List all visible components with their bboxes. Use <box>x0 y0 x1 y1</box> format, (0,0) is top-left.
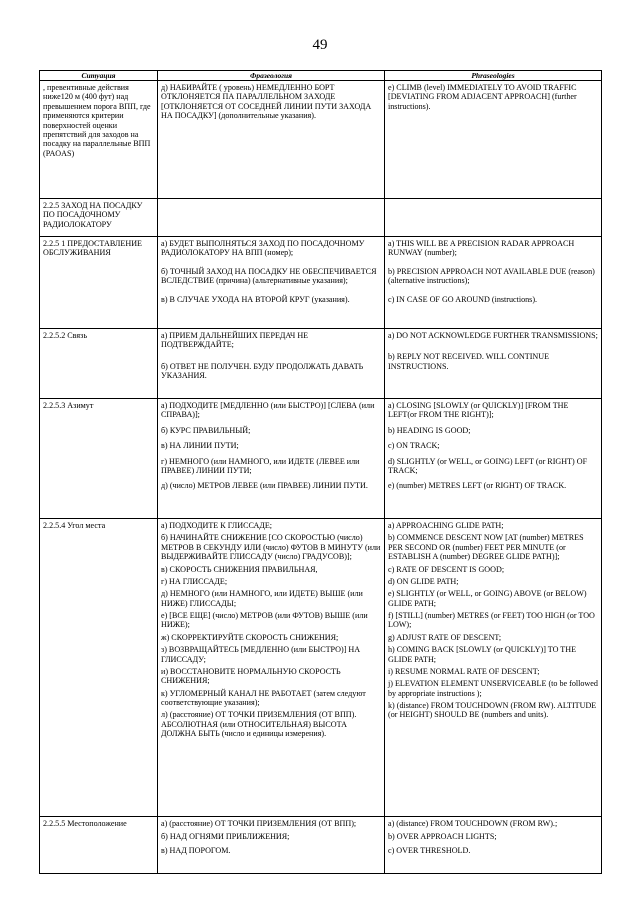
phrase-item: h) COMING BACK [SLOWLY (or QUICKLY)] TO THE GLIDE PATH; <box>388 645 577 664</box>
phrase-item: б) НАЧИНАЙТЕ СНИЖЕНИЕ [СО СКОРОСТЬЮ (число) МЕТРОВ В СЕКУНДУ ИЛИ (число) ФУТОВ В МИНУТУ (или ВЫДЕРЖИВАЙТЕ ГЛИССАДУ (число) ГРАДУСОВ)]; <box>161 533 381 562</box>
situation-cell: 2.2.5.3 Азимут <box>40 399 158 519</box>
phraseology-ru-cell <box>158 329 385 399</box>
phrase-item: в) НА ЛИНИИ ПУТИ; <box>161 441 239 451</box>
phraseology-ru-cell <box>158 237 385 329</box>
phrase-item: f) [STILL] (number) METRES (or FEET) TOO HIGH (or TOO LOW); <box>388 611 595 630</box>
phraseology-en-cell <box>385 329 602 399</box>
phraseology-en-cell <box>385 399 602 519</box>
phraseology-ru-cell <box>158 81 385 199</box>
table-row <box>40 237 602 329</box>
phrase-item: a) (distance) FROM TOUCHDOWN (FROM RW).; <box>388 819 558 828</box>
phrase-item: з) ВОЗВРАЩАЙТЕСЬ [МЕДЛЕННО (или БЫСТРО)] НА ГЛИССАДУ; <box>161 645 361 664</box>
phrase-item: д) НАБИРАЙТЕ ( уровень) НЕМЕДЛЕННО БОРТ ОТКЛОНЯЕТСЯ ПА ПАРАЛЛЕЛЬНОМ ЗАХОДЕ [ОТКЛОНЯЕТСЯ ОТ СОСЕДНЕЙ ЛИНИИ ПУТИ ЗАХОДА НА ПОСАДКУ] (дополнительные указания). <box>161 83 372 121</box>
header-phraseology-ru: Фразеология <box>158 71 385 81</box>
phrase-item: г) НЕМНОГО (или НАМНОГО, или ИДЕТЕ (ЛЕВЕЕ или ПРАВЕЕ) ЛИНИИ ПУТИ; <box>161 456 360 475</box>
situation-cell: 2.2.5.2 Связь <box>40 329 158 399</box>
phrase-item: ж) СКОРРЕКТИРУЙТЕ СКОРОСТЬ СНИЖЕНИЯ; <box>161 632 339 642</box>
phrase-item: б) ТОЧНЫЙ ЗАХОД НА ПОСАДКУ НЕ ОБЕСПЕЧИВАЕТСЯ ВСЛЕДСТВИЕ (причина) (альтернативные указания); <box>161 266 377 286</box>
phrase-item: а) ПОДХОДИТЕ [МЕДЛЕННО (или БЫСТРО)] [СЛЕВА (или СПРАВА)]; <box>161 401 375 420</box>
phrase-item: k) (distance) FROM TOUCHDOWN (FROM RW). ALTITUDE (or HEIGHT) SHOULD BE (numbers and units). <box>388 701 597 720</box>
phrase-item: б) ОТВЕТ НЕ ПОЛУЧЕН. БУДУ ПРОДОЛЖАТЬ ДАВАТЬ УКАЗАНИЯ. <box>161 361 364 381</box>
phrase-item: в) СКОРОСТЬ СНИЖЕНИЯ ПРАВИЛЬНАЯ, <box>161 564 318 574</box>
phrase-item: а) (расстояние) ОТ ТОЧКИ ПРИЗЕМЛЕНИЯ (ОТ ВПП); <box>161 819 357 828</box>
phrase-item: j) ELEVATION ELEMENT UNSERVICEABLE (to be followed by appropriate instructions ); <box>388 679 598 698</box>
phrase-item: а) ПОДХОДИТЕ К ГЛИССАДЕ; <box>161 521 273 530</box>
phrase-item: a) DO NOT ACKNOWLEDGE FURTHER TRANSMISSIONS; <box>388 331 598 340</box>
page-number: 49 <box>312 37 328 53</box>
phrase-item: б) НАД ОГНЯМИ ПРИБЛИЖЕНИЯ; <box>161 832 290 842</box>
phrase-item: c) OVER THRESHOLD. <box>388 845 471 855</box>
phrase-item: л) (расстояние) ОТ ТОЧКИ ПРИЗЕМЛЕНИЯ (ОТ ВПП). АБСОЛЮТНАЯ (или ОТНОСИТЕЛЬНАЯ) ВЫСОТА ДОЛЖНА БЫТЬ (число и единицы измерения). <box>161 710 357 739</box>
phrase-item: c) IN CASE OF GO AROUND (instructions). <box>388 294 538 304</box>
situation-cell: 2.2.5 ЗАХОД НА ПОСАДКУ ПО ПОСАДОЧНОМУ РАДИОЛОКАТОРУ <box>40 199 158 237</box>
phrase-item: d) SLIGHTLY (or WELL, or GOING) LEFT (or RIGHT) OF TRACK; <box>388 456 588 475</box>
phrase-item: b) REPLY NOT RECEIVED. WILL CONTINUE INSTRUCTIONS. <box>388 352 550 371</box>
phrase-item: е) [ВСЕ ЕЩЕ] (число) МЕТРОВ (или ФУТОВ) ВЫШЕ (или НИЖЕ); <box>161 611 368 630</box>
phrase-item: b) HEADING IS GOOD; <box>388 425 471 435</box>
table-row <box>40 329 602 399</box>
table-row <box>40 399 602 519</box>
phrase-item: в) НАД ПОРОГОМ. <box>161 845 231 855</box>
situation-cell: , превентивные действия ниже120 м (400 фут) над превышением порога ВПП, где применяются критерии поверхностей оценки препятствий для заходов на посадку на параллельные ВПП (PAOAS) <box>40 81 158 199</box>
phrase-item: e) (number) METRES LEFT (or RIGHT) OF TRACK. <box>388 481 567 491</box>
header-phraseology-en: Phraseologies <box>385 71 602 81</box>
phrase-item: a) CLOSING [SLOWLY (or QUICKLY)] [FROM THE LEFT(or FROM THE RIGHT)]; <box>388 401 569 420</box>
header-situation: Ситуация <box>40 71 158 81</box>
phraseology-ru-cell <box>158 399 385 519</box>
table-row <box>40 519 602 817</box>
phrase-item: c) RATE OF DESCENT IS GOOD; <box>388 564 505 574</box>
phraseology-ru-cell <box>158 199 385 237</box>
table-row <box>40 81 602 199</box>
phrase-item: a) APPROACHING GLIDE PATH; <box>388 521 504 530</box>
phraseology-en-cell <box>385 81 602 199</box>
phrase-item: к) УГЛОМЕРНЫЙ КАНАЛ НЕ РАБОТАЕТ (затем следуют соответствующие указания); <box>161 688 366 707</box>
phrase-item: b) PRECISION APPROACH NOT AVAILABLE DUE (reason) (alternative instructions); <box>388 266 595 286</box>
table-row <box>40 199 602 237</box>
phrase-item: и) ВОССТАНОВИТЕ НОРМАЛЬНУЮ СКОРОСТЬ СНИЖЕНИЯ; <box>161 666 341 686</box>
phrase-item: i) RESUME NORMAL RATE OF DESCENT; <box>388 666 540 676</box>
phrase-item: д) НЕМНОГО (или НАМНОГО, или ИДЕТЕ) ВЫШЕ (или НИЖЕ) ГЛИССАДЫ; <box>161 589 363 608</box>
phraseology-en-cell <box>385 237 602 329</box>
phrase-item: b) COMMENCE DESCENT NOW [AT (number) METRES PER SECOND OR (number) FEET PER MINUTE (or ESTABLISH A (number) DEGREE GLIDE PATH)]; <box>388 533 584 562</box>
phraseology-table <box>39 70 602 874</box>
phrase-item: б) КУРС ПРАВИЛЬНЫЙ; <box>161 425 251 435</box>
phraseology-en-cell <box>385 817 602 874</box>
phraseology-ru-cell <box>158 519 385 817</box>
table-header-row <box>40 71 602 81</box>
phrase-item: e) SLIGHTLY (or WELL, or GOING) ABOVE (or BELOW) GLIDE PATH; <box>388 589 587 608</box>
situation-cell: 2.2.5 1 ПРЕДОСТАВЛЕНИЕ ОБСЛУЖИВАНИЯ <box>40 237 158 329</box>
phrase-item: в) В СЛУЧАЕ УХОДА НА ВТОРОЙ КРУГ (указания). <box>161 294 350 304</box>
phrase-item: b) OVER APPROACH LIGHTS; <box>388 832 497 842</box>
situation-cell: 2.2.5.4 Угол места <box>40 519 158 817</box>
table-row <box>40 817 602 874</box>
phrase-item: г) НА ГЛИССАДЕ; <box>161 576 228 586</box>
situation-cell: 2.2.5.5 Местоположение <box>40 817 158 874</box>
phraseology-en-cell <box>385 519 602 817</box>
phrase-item: c) ON TRACK; <box>388 441 440 451</box>
phrase-item: а) ПРИЕМ ДАЛЬНЕЙШИХ ПЕРЕДАЧ НЕ ПОДТВЕРЖДАЙТЕ; <box>161 331 309 350</box>
phrase-item: д) (число) МЕТРОВ ЛЕВЕЕ (или ПРАВЕЕ) ЛИНИИ ПУТИ. <box>161 481 368 491</box>
phrase-item: a) THIS WILL BE A PRECISION RADAR APPROACH RUNWAY (number); <box>388 239 575 258</box>
phrase-item: а) БУДЕТ ВЫПОЛНЯТЬСЯ ЗАХОД ПО ПОСАДОЧНОМУ РАДИОЛОКАТОРУ НА ВПП (номер); <box>161 239 365 258</box>
phrase-item: e) CLIMB (level) IMMEDIATELY TO AVOID TRAFFIC [DEVIATING FROM ADJACENT APPROACH] (further instructions). <box>388 83 577 111</box>
phrase-item: d) ON GLIDE PATH; <box>388 576 459 586</box>
phrase-item: g) ADJUST RATE OF DESCENT; <box>388 632 502 642</box>
phraseology-ru-cell <box>158 817 385 874</box>
phraseology-en-cell <box>385 199 602 237</box>
